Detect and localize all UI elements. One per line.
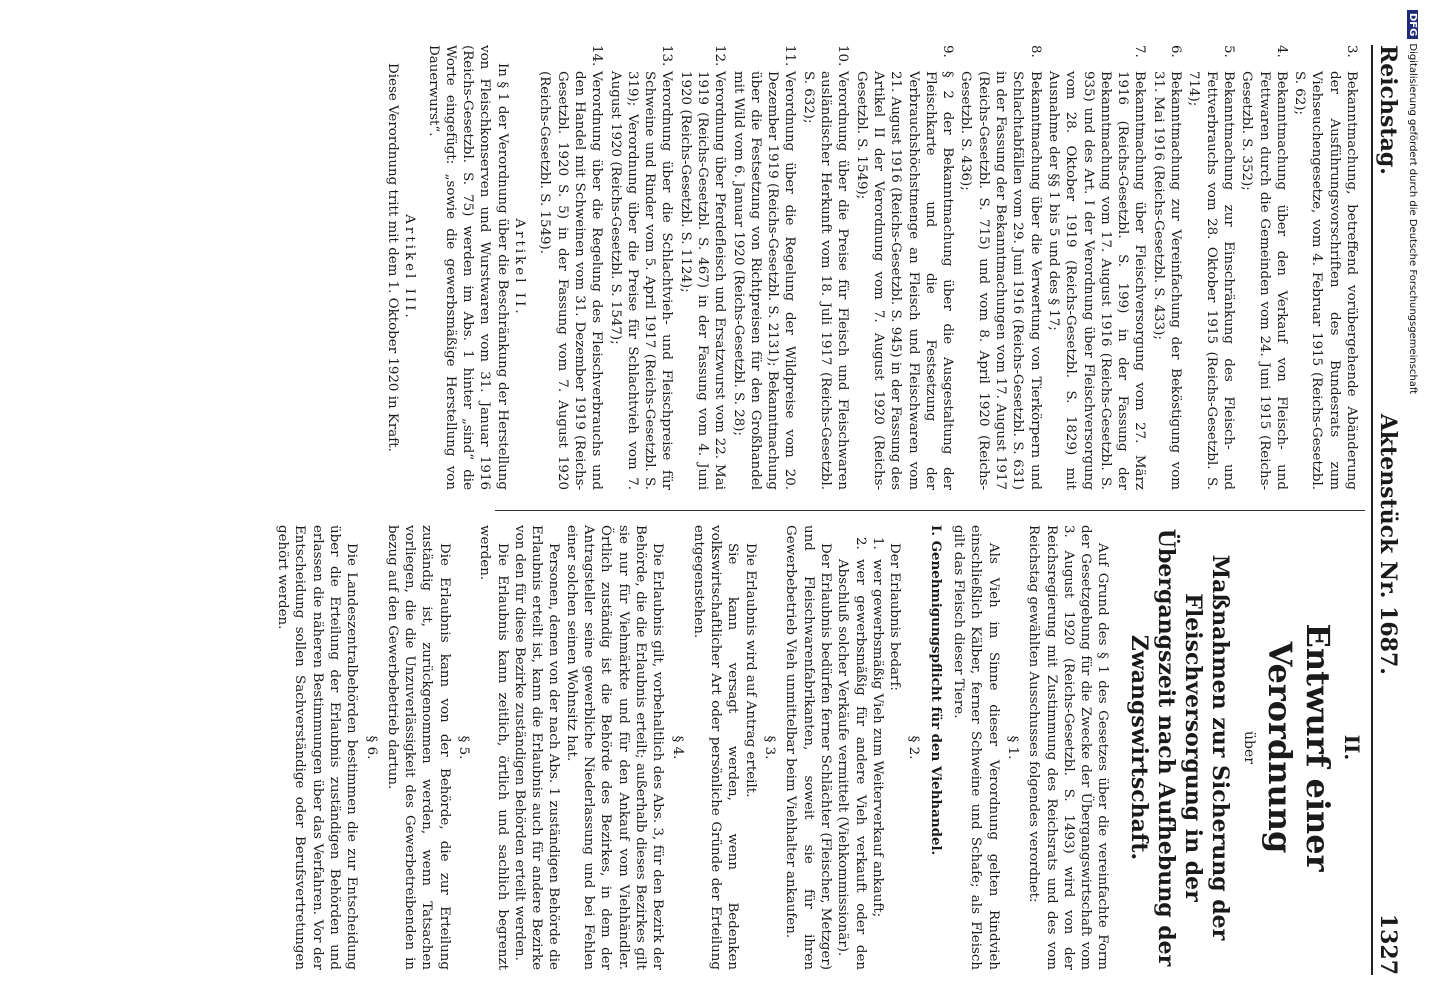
section-2-heading: § 2.: [906, 735, 922, 760]
section-2-list: [834, 525, 886, 970]
item-number: 13.: [659, 45, 675, 67]
item-number: 4.: [1273, 45, 1289, 58]
item-text: Bekanntmachung zur Einschränkung des Fleisch- und Fettverbrauchs vom 28. Oktober 1915 (Reichs-Gesetzbl. S. 714);: [1186, 71, 1236, 490]
section-4-text-1: Die Erlaubnis gilt, vorbehaltlich des Abs. 3, für den Bezirk der Behörde, die die Erlaubnis erteilt; außerhalb dieses Bezirkes gilt sie nur für Viehmärkte und für den Ankauf vom Viehhändler. Örtlich zuständig ist die Behörde des Bezirkes, in dem der Antragsteller seine gewerbliche Niederlassung und bei Fehlen einer solchen seinen Wohnsitz hat.: [563, 525, 666, 970]
section-roman: II.: [1340, 734, 1364, 761]
item-number: 8.: [1027, 45, 1043, 58]
column-divider: [495, 510, 1365, 511]
list-item: [800, 45, 852, 490]
digitization-text: Digitalisierung gefördert durch die Deutsche Forschungsgemeinschaft: [1407, 43, 1418, 395]
section-2-intro: Der Erlaubnis bedarf:: [887, 543, 903, 691]
artikel-3-text: Diese Verordnung tritt mit dem 1. Oktober 1920 in Kraft.: [384, 63, 400, 452]
item-text: Verordnung über Pferdefleisch und Ersatzwurst vom 22. Mai 1919 (Reichs-Gesetzbl. S. 467) in der Fassung vom 4. Juni 1920 (Reichs-Gesetzbl. S. 1124);: [677, 71, 728, 490]
left-column: [384, 45, 1360, 490]
item-number: 12.: [712, 45, 728, 67]
list-item: [834, 525, 869, 970]
list-item: [1291, 45, 1360, 490]
item-text: Bekanntmachung über die Verwertung von Tierkörpern und Schlachtabfällen vom 29. Juni 1916 (Reichs-Gesetzbl. S. 631) in der Fassung der Bekanntmachungen vom 17. August 1917 (Reichs-Gesetzbl. S. 715) und vom 8. April 1920 (Reichs-Gesetzbl. S. 436);: [958, 71, 1043, 490]
repeal-list: [536, 45, 1360, 490]
section-6-heading: § 6.: [363, 735, 379, 760]
item-number: 1.: [869, 537, 885, 550]
section-3-text-2: Sie kann versagt werden, wenn Bedenken volkswirtschaftlicher Art oder persönliche Gründe der Erteilung entgegenstehen.: [690, 525, 741, 970]
part-1-heading: I. Genehmigungspflicht für den Viehhandel.: [927, 525, 944, 856]
item-text: Bekanntmachung über Fleischversorgung vom 27. März 1916 (Reichs-Gesetzbl. S. 199) in der Fassung der Bekanntmachung vom 17. August 1916 (Reichs-Gesetzbl. S. 935) und des Art. I der Verordnung über Fleischversorgung vom 28. Oktober 1919 (Reichs-Gesetzbl. S. 1829) mit Ausnahme der §§ 1 bis 5 und des § 17;: [1045, 71, 1148, 490]
section-3-heading: § 3.: [762, 735, 778, 760]
list-item: [606, 45, 675, 490]
item-number: 3.: [1344, 45, 1359, 58]
section-4-text-3: Die Erlaubnis kann zeitlich, örtlich und sachlich begrenzt werden.: [477, 525, 510, 970]
list-item: [869, 525, 886, 970]
item-number: 10.: [835, 45, 851, 67]
section-1-text: Als Vieh im Sinne dieser Verordnung gelten Rindvieh einschließlich Kälber, ferner Schweine und Schafe; als Fleisch gilt das Fleisch dieser Tiere.: [951, 525, 1001, 970]
item-number: 9.: [940, 45, 956, 58]
artikel-2-text: In § 1 der Verordnung über die Beschränkung der Herstellung von Fleischkonserven und Wurstwaren vom 31. Januar 1916 (Reichs-Gesetzbl. S. 75) werden im Abs. 1 hinter „sind“ die Worte eingefügt: „sowie die gewerbsmäßige Herstellung von Dauerwurst“.: [425, 45, 510, 490]
list-item: [957, 45, 1043, 490]
list-item: [729, 45, 798, 490]
section-5-heading: § 5.: [456, 735, 472, 760]
list-item: [1185, 45, 1237, 490]
item-text: Verordnung über die Schlachtvieh- und Fleischpreise für Schweine und Rinder vom 5. April 1917 (Reichs-Gesetzbl. S. 319); Verordnung über die Preise für Schlachtvieh vom 7. August 1920 (Reichs-Gesetzbl. S. 1547);: [607, 71, 675, 490]
item-text: Bekanntmachung über den Verkauf von Fleisch- und Fettwaren durch die Gemeinden vom 24. Juni 1915 (Reichs-Gesetzbl. S. 352);: [1239, 71, 1289, 490]
item-number: 6.: [1168, 45, 1184, 58]
list-item: [536, 45, 605, 490]
header-rule: [1371, 45, 1373, 975]
item-number: 2.: [852, 537, 868, 550]
dfg-logo: DFG: [1407, 10, 1418, 39]
item-text: § 2 der Bekanntmachung über die Ausgestaltung der Fleischkarte und die Festsetzung der Verbrauchshöchstmenge an Fleisch und Fleischwaren vom 21. August 1916 (Reichs-Gesetzbl. S. 945) in der Fassung des Artikel II der Verordnung vom 7. August 1920 (Reichs-Gesetzbl. S. 1549);: [853, 71, 956, 490]
item-number: 14.: [589, 45, 605, 67]
artikel-2-heading: Artikel II.: [512, 218, 528, 317]
header-left: Reichstag.: [1375, 45, 1401, 175]
section-4-heading: § 4.: [669, 735, 685, 760]
preamble: Auf Grund des § 1 des Gesetzes über die vereinfachte Form der Gesetzgebung für die Zwecke der Übergangswirtschaft vom 3. August 1920 (Reichs-Gesetzbl. S. 1493) wird von der Reichsregierung mit Zustimmung des Reichsrats und des vom Reichstag gewählten Ausschusses folgendes verordnet:: [1026, 525, 1111, 970]
item-text: wer gewerbsmäßig Vieh zum Weiterverkauf ankauft;: [869, 559, 885, 918]
section-5-text: Die Erlaubnis kann von der Behörde, die zur Erteilung zuständig ist, zurückgenommen werden, wenn Tatsachen vorliegen, die die Unzuverlässigkeit des Gewerbetreibenden in bezug auf den Gewerbebetrieb dartun.: [384, 525, 452, 970]
item-text: Verordnung über die Regelung der Wildpreise vom 20. Dezember 1919 (Reichs-Gesetzbl. S. 2131); Bekanntmachung über die Festsetzung von Richtpreisen für den Großhandel mit Wild vom 6. Januar 1920 (Reichs-Gesetzbl. S. 28);: [730, 71, 798, 490]
header-center: Aktenstück Nr. 1687.: [1375, 413, 1401, 675]
item-text: Verordnung über die Preise für Fleisch und Fleischwaren ausländischer Herkunft vom 18. Juli 1917 (Reichs-Gesetzbl. S. 632);: [800, 71, 851, 490]
item-number: 7.: [1132, 45, 1148, 58]
list-item: [1149, 45, 1184, 490]
list-item: [1238, 45, 1290, 490]
page-number: 1327: [1375, 913, 1401, 975]
item-number: 5.: [1220, 45, 1236, 58]
right-column: [274, 525, 1364, 970]
section-6-text: Die Landeszentralbehörden bestimmen die zur Entscheidung über die Erteilung der Erlaubnis zuständigen Behörden und erlassen die näheren Bestimmungen über das Verfahren. Vor der Entscheidung sollen Sachverständige oder Berufsvertretungen gehört werden.: [275, 525, 360, 970]
section-1-heading: § 1.: [1004, 735, 1020, 760]
list-item: [1045, 45, 1149, 490]
item-number: 11.: [782, 45, 798, 67]
artikel-3-heading: Artikel III.: [402, 214, 418, 321]
document-page: [95, 45, 1415, 975]
list-item: [852, 45, 956, 490]
list-item: [676, 45, 728, 490]
item-text: Verordnung über die Regelung des Fleischverbrauchs und den Handel mit Schweinen vom 31. Dezember 1919 (Reichs-Gesetzbl. 1920 S. 5) in der Fassung vom 7. August 1920 (Reichs-Gesetzbl. S. 1549).: [537, 71, 605, 490]
section-4-text-2: Personen, denen von der nach Abs. 1 zuständigen Behörde die Erlaubnis erteilt ist, kann die Erlaubnis auch für andere Bezirke von den für diese Bezirke zuständigen Behörden erteilt werden.: [511, 525, 562, 970]
title-connector: über: [1240, 731, 1257, 764]
draft-subtitle: Maßnahmen zur Sicherung der Fleischversorgung in der Übergangszeit nach Aufhebung der Zwangswirtschaft.: [1126, 528, 1234, 967]
item-text: wer gewerbsmäßig für andere Vieh verkauft oder den Abschluß solcher Verkäufe vermittelt (Viehkommissionär).: [835, 559, 868, 970]
section-3-text-1: Die Erlaubnis wird auf Antrag erteilt.: [742, 543, 758, 798]
item-text: Bekanntmachung zur Vereinfachung der Beköstigung vom 31. Mai 1916 (Reichs-Gesetzbl. S. 433);: [1150, 71, 1184, 490]
draft-title: Entwurf einer Verordnung: [1260, 623, 1337, 872]
section-2-text: Der Erlaubnis bedürfen ferner Schlächter (Fleischer, Metzger) und Fleischwarenfabrikanten, soweit sie für ihren Gewerbebetrieb Vieh unmittelbar beim Viehhalter ankaufen.: [783, 525, 833, 970]
item-text: Bekanntmachung, betreffend vorübergehende Abänderung der Ausführungsvorschriften des Bundesrats zum Viehseuchengesetze, vom 4. Februar 1915 (Reichs-Gesetzbl. S. 62);: [1292, 71, 1359, 490]
